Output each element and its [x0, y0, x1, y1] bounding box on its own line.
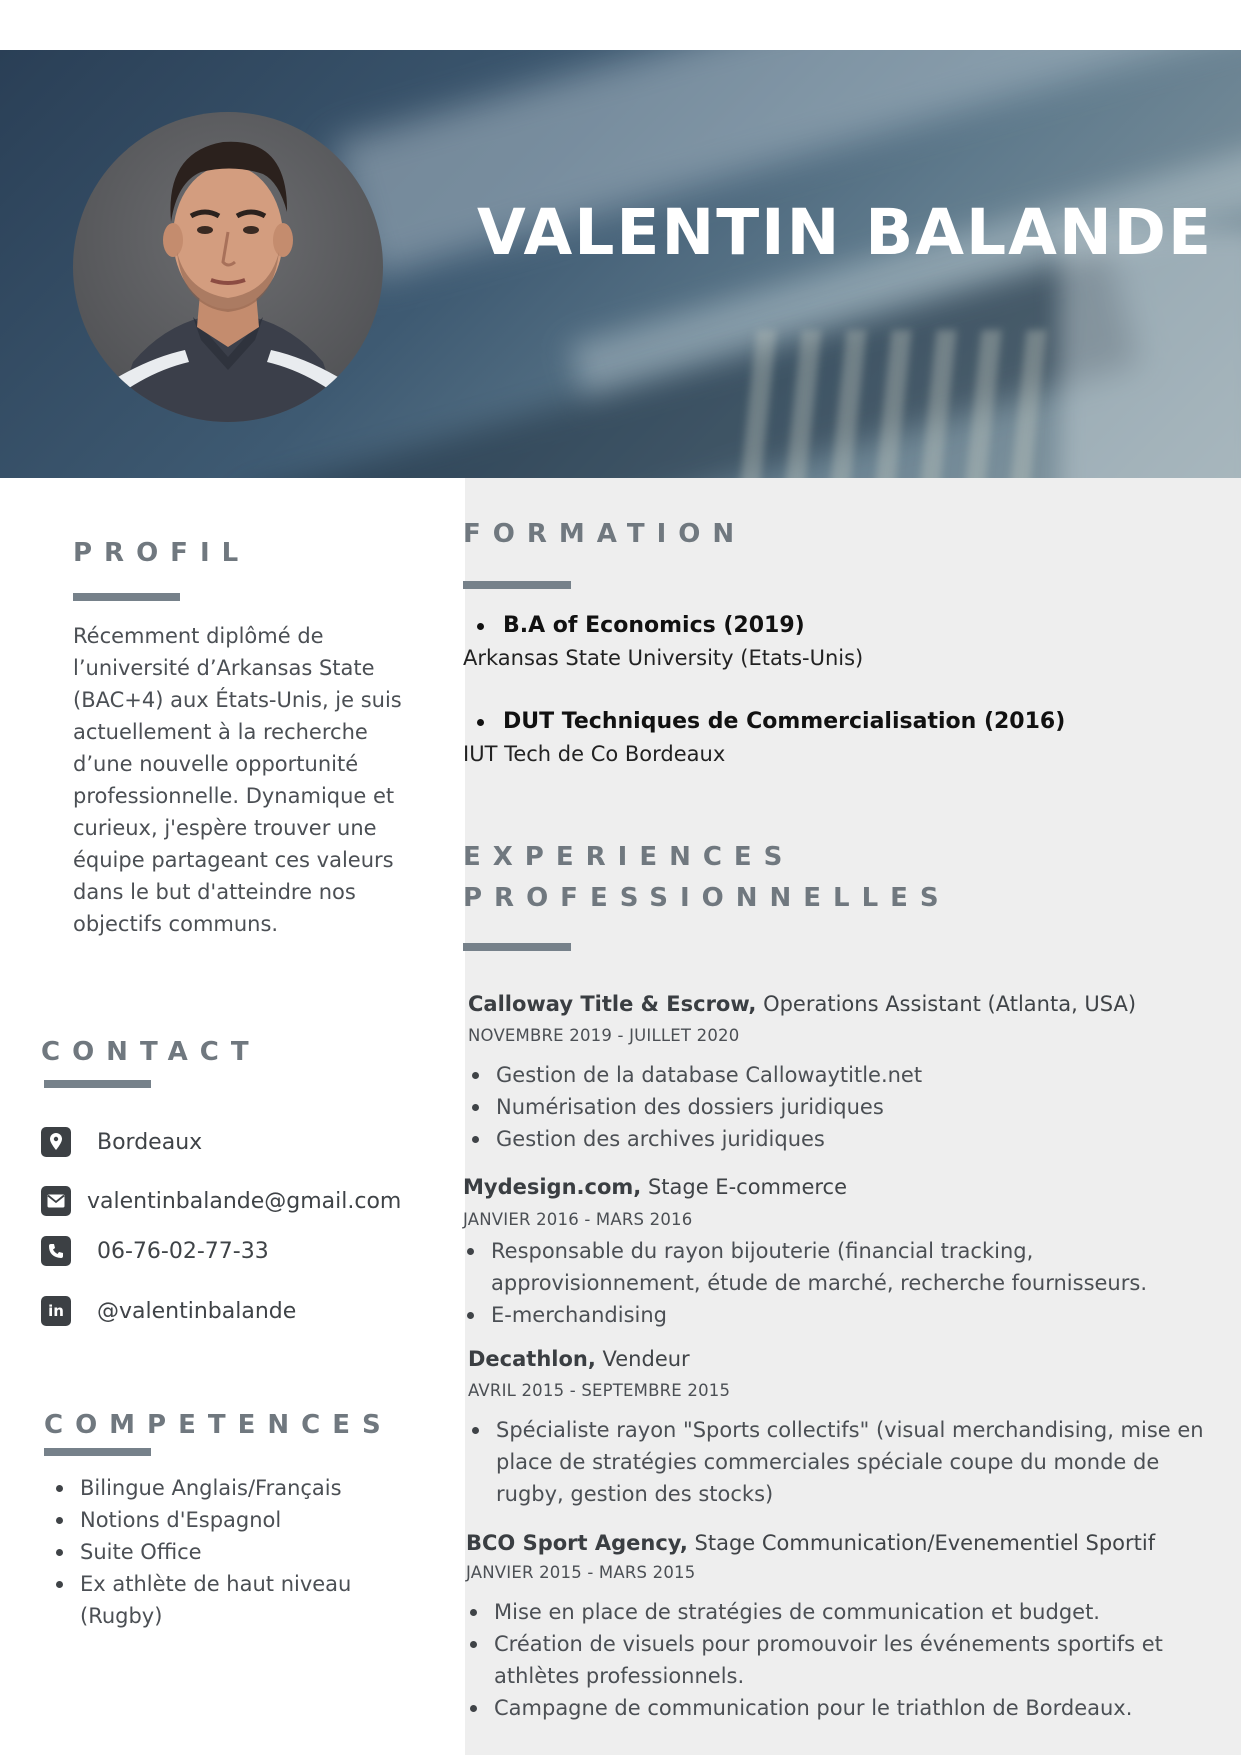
job-bullets — [468, 1414, 1223, 1510]
location-pin-icon — [41, 1127, 71, 1157]
profile-title-underline — [73, 593, 180, 601]
contact-email[interactable] — [41, 1184, 401, 1218]
job-role: Operations Assistant (Atlanta, USA) — [756, 992, 1137, 1016]
profile-photo — [73, 112, 383, 422]
list-item: Mise en place de stratégies de communication et budget. — [466, 1596, 1221, 1628]
list-item: Bilingue Anglais/Français — [52, 1472, 432, 1504]
list-item: Notions d'Espagnol — [52, 1504, 432, 1536]
job-entry — [468, 988, 1228, 1155]
list-item: Gestion des archives juridiques — [468, 1123, 1228, 1155]
contact-phone[interactable] — [41, 1234, 269, 1268]
list-item: Gestion de la database Callowaytitle.net — [468, 1059, 1228, 1091]
list-item: Responsable du rayon bijouterie (financial tracking, approvisionnement, étude de marché, recherche fournisseurs. — [463, 1235, 1203, 1299]
education-degree: B.A of Economics (2019) — [463, 610, 1223, 642]
experience-title-underline — [463, 943, 571, 951]
contact-title-underline — [44, 1080, 151, 1088]
skills-title: COMPETENCES — [44, 1410, 393, 1440]
phone-icon — [41, 1236, 71, 1266]
contact-location — [41, 1125, 202, 1159]
job-header — [466, 1527, 1226, 1559]
profile-title: PROFIL — [73, 538, 251, 568]
job-dates: NOVEMBRE 2019 - JUILLET 2020 — [468, 1026, 740, 1045]
job-bullets — [468, 1059, 1228, 1155]
job-header — [463, 1171, 1223, 1203]
education-school: IUT Tech de Co Bordeaux — [463, 742, 726, 766]
skills-title-underline — [44, 1448, 151, 1456]
contact-linkedin-text[interactable]: @valentinbalande — [97, 1298, 297, 1324]
job-role: Stage E-commerce — [641, 1175, 848, 1199]
job-dates: JANVIER 2015 - MARS 2015 — [466, 1563, 696, 1582]
contact-email-text[interactable]: valentinbalande@gmail.com — [87, 1188, 402, 1214]
job-company: Calloway Title & Escrow, — [468, 992, 757, 1016]
job-bullets — [463, 1235, 1203, 1331]
job-dates: JANVIER 2016 - MARS 2016 — [463, 1210, 693, 1229]
education-item — [463, 706, 1223, 770]
education-item — [463, 610, 1223, 674]
job-entry — [466, 1527, 1226, 1724]
contact-linkedin[interactable] — [41, 1294, 296, 1328]
job-entry — [468, 1343, 1228, 1510]
contact-title: CONTACT — [41, 1037, 261, 1067]
education-degree: DUT Techniques de Commercialisation (2016) — [463, 706, 1223, 738]
profile-text: Récemment diplômé de l’université d’Arkansas State (BAC+4) aux États-Unis, je suis actuellement à la recherche d’une nouvelle opportunité professionnelle. Dynamique et curieux, j'espère trouver une équipe partageant ces valeurs dans le but d'atteindre nos objectifs communs. — [73, 624, 402, 936]
candidate-name: VALENTIN BALANDE — [477, 196, 1213, 269]
job-header — [468, 988, 1228, 1020]
education-title-underline — [463, 581, 571, 589]
job-company: BCO Sport Agency, — [466, 1531, 688, 1555]
job-dates: AVRIL 2015 - SEPTEMBRE 2015 — [468, 1381, 731, 1400]
education-title: FORMATION — [463, 519, 747, 549]
list-item: Numérisation des dossiers juridiques — [468, 1091, 1228, 1123]
list-item: Suite Office — [52, 1536, 432, 1568]
contact-phone-text[interactable]: 06-76-02-77-33 — [97, 1238, 269, 1264]
job-role: Stage Communication/Evenementiel Sportif — [687, 1531, 1156, 1555]
education-school: Arkansas State University (Etats-Unis) — [463, 646, 864, 670]
job-company: Decathlon, — [468, 1347, 596, 1371]
experience-title-line2: PROFESSIONNELLES — [463, 883, 951, 913]
list-item: Ex athlète de haut niveau (Rugby) — [52, 1568, 432, 1632]
linkedin-icon: in — [41, 1296, 71, 1326]
list-item: Campagne de communication pour le triathlon de Bordeaux. — [466, 1692, 1221, 1724]
experience-title-line1: EXPERIENCES — [463, 842, 795, 872]
list-item: Création de visuels pour promouvoir les événements sportifs et athlètes professionnels. — [466, 1628, 1221, 1692]
job-entry — [463, 1171, 1223, 1331]
contact-location-text: Bordeaux — [97, 1129, 203, 1155]
list-item: Spécialiste rayon "Sports collectifs" (visual merchandising, mise en place de stratégies commerciales spéciale coupe du monde de rugby, gestion des stocks) — [468, 1414, 1223, 1510]
job-header — [468, 1343, 1228, 1375]
job-bullets — [466, 1596, 1221, 1724]
list-item: E-merchandising — [463, 1299, 1203, 1331]
envelope-icon — [41, 1186, 71, 1216]
skills-list — [52, 1472, 432, 1632]
job-role: Vendeur — [595, 1347, 690, 1371]
job-company: Mydesign.com, — [463, 1175, 642, 1199]
